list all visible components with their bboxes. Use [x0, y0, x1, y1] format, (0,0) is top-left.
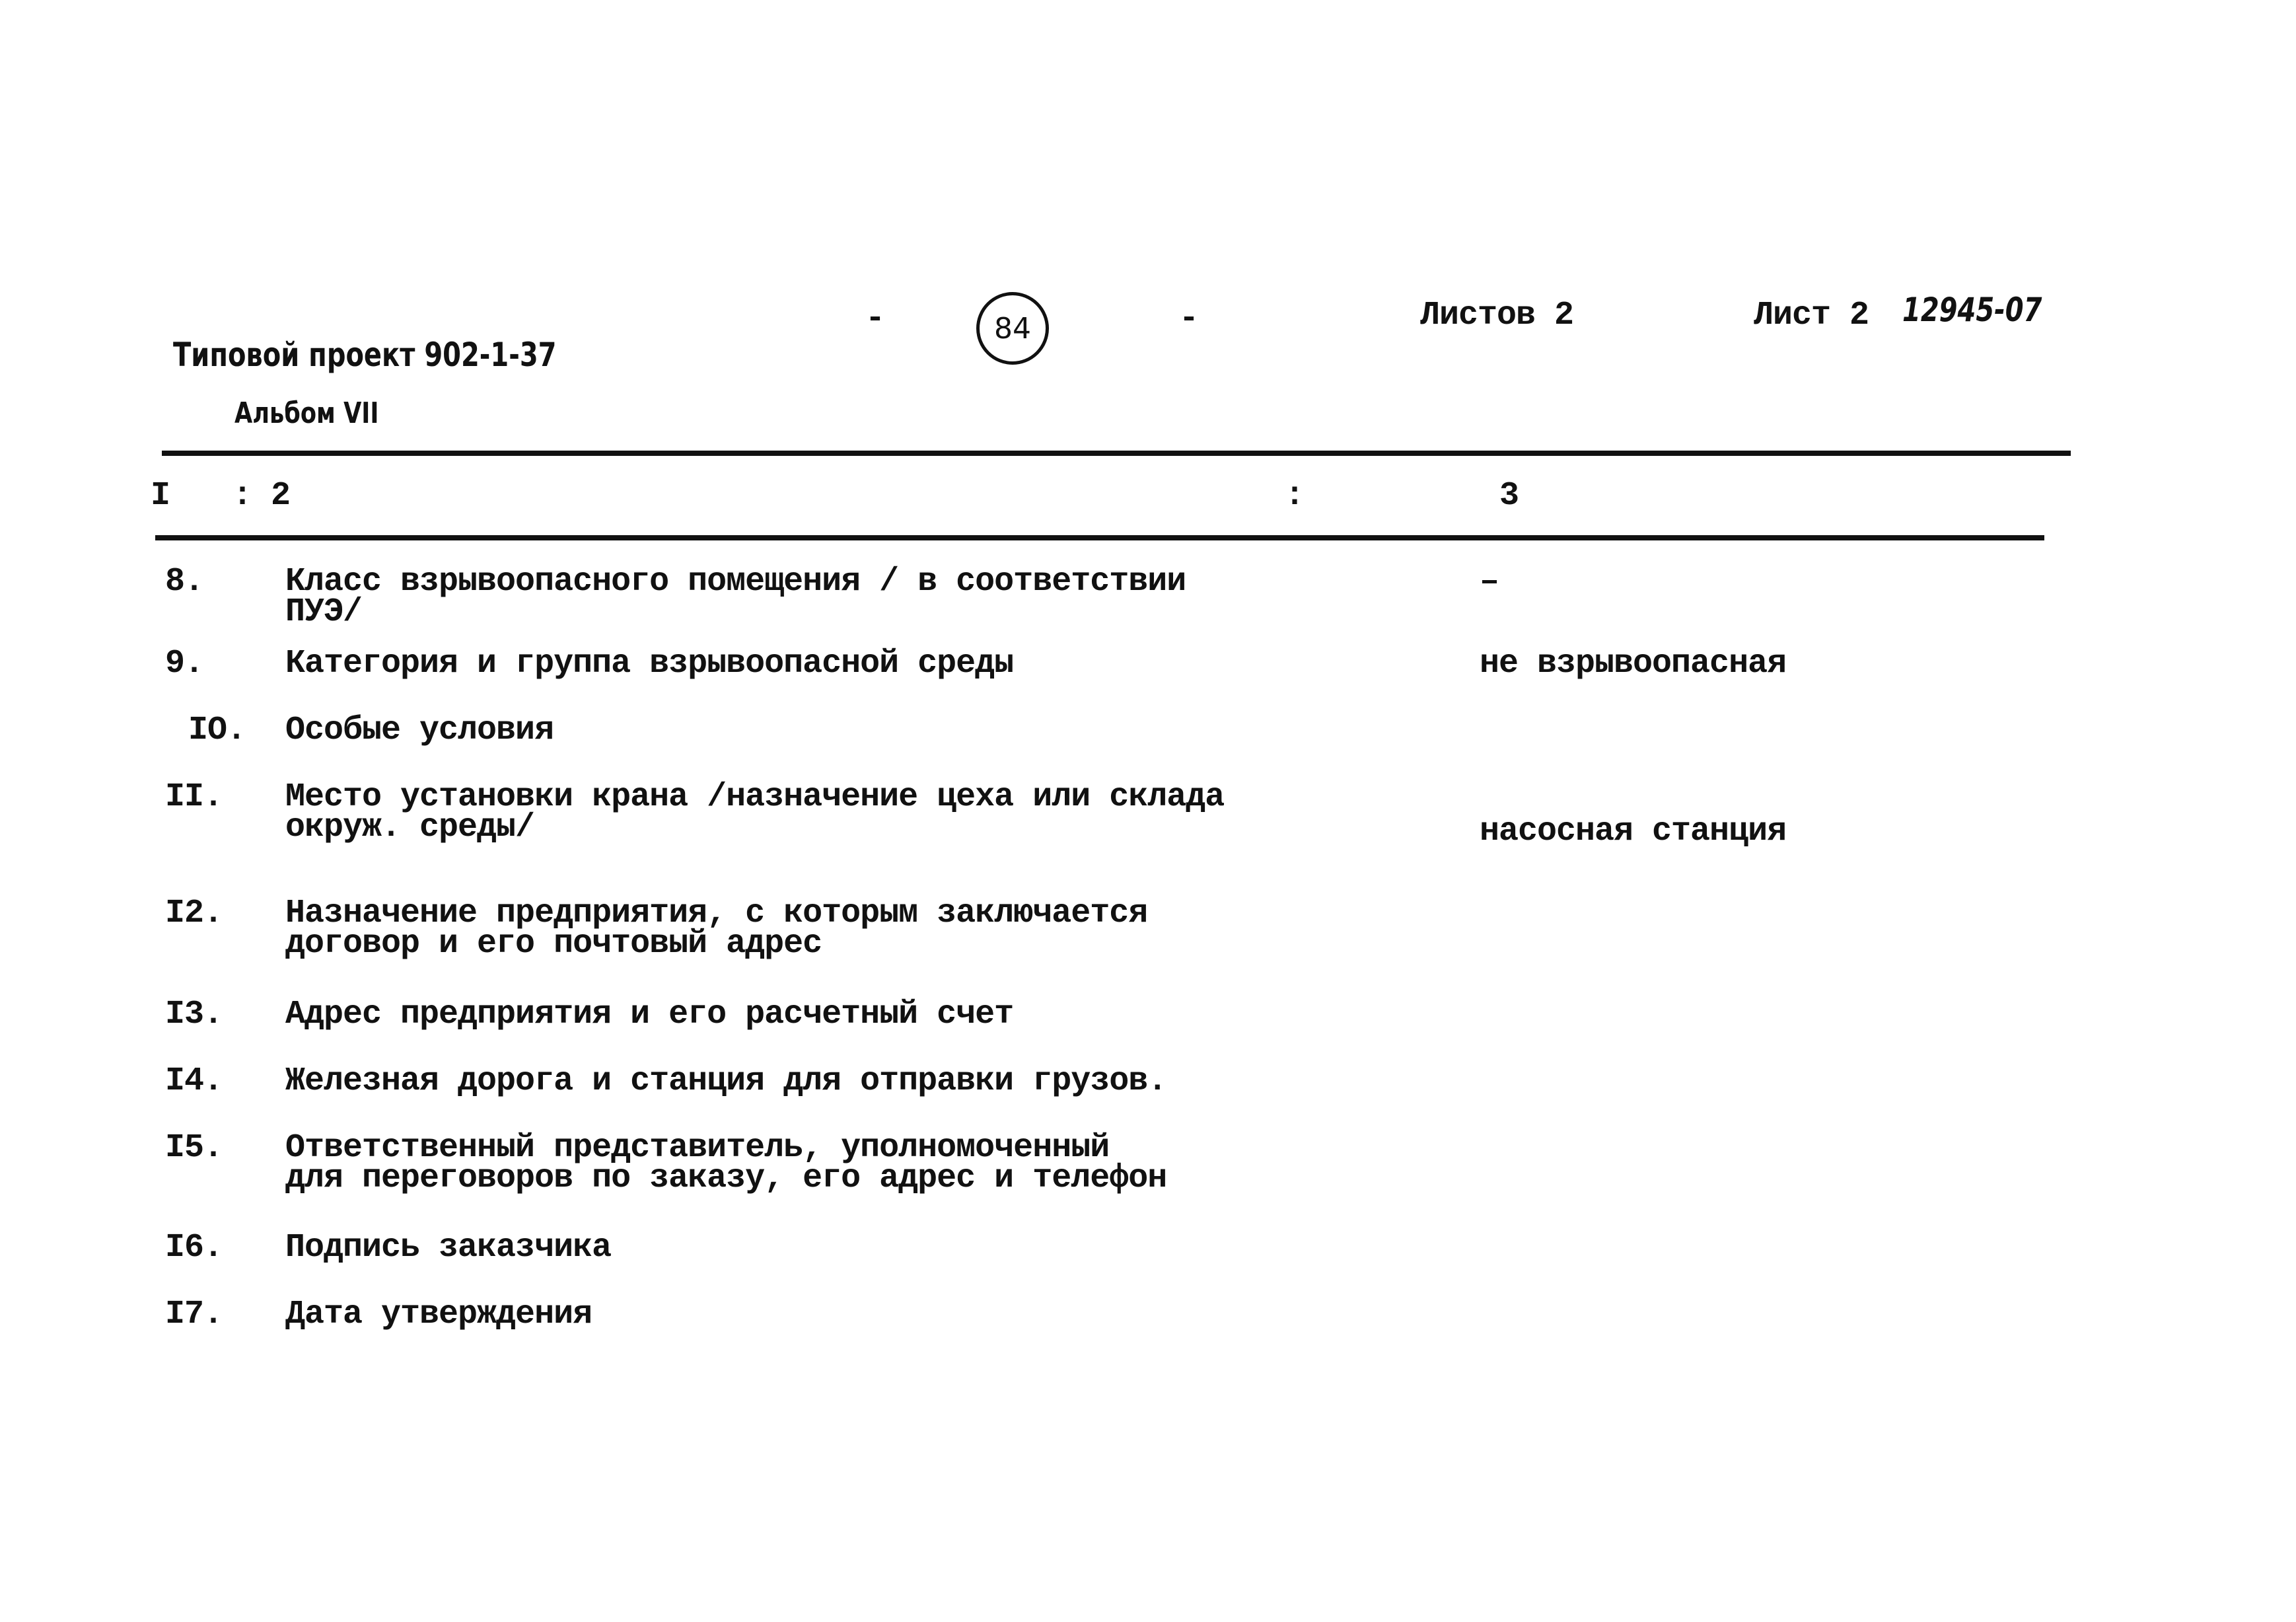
dash-left: - [865, 300, 885, 338]
row-number: I7. [165, 1296, 223, 1333]
col-header-3: 3 [1499, 477, 1519, 515]
dash-right: - [1179, 300, 1199, 338]
row-text: Дата утверждения [285, 1296, 592, 1333]
page-number: 84 [994, 311, 1031, 346]
row-number: 8. [165, 563, 204, 601]
row-text: Железная дорога и станция для отправки грузов. [285, 1062, 1167, 1100]
doc-code: 12945-07 [1902, 291, 2042, 329]
row-number: IO. [188, 712, 246, 749]
row-number: I5. [165, 1129, 223, 1167]
row-value: насосная станция [1480, 813, 1787, 850]
row-text: Ответственный представитель, уполномоченный для переговоров по заказу, его адрес и телефон [285, 1129, 1167, 1197]
row-value: не взрывоопасная [1480, 645, 1787, 682]
sheet-label: Лист 2 [1754, 297, 1869, 334]
row-number: II. [165, 778, 223, 816]
row-text: Класс взрывоопасного помещения / в соответствии ПУЭ/ [285, 563, 1186, 631]
row-number: 9. [165, 645, 204, 682]
row-value: – [1480, 563, 1499, 601]
header-rule-top [162, 451, 2071, 456]
col-header-1: I [151, 477, 170, 515]
row-number: I4. [165, 1062, 223, 1100]
row-text: Категория и группа взрывоопасной среды [285, 645, 1014, 682]
sheets-total: Листов 2 [1420, 297, 1574, 334]
row-number: I2. [165, 895, 223, 932]
header-rule-bottom [155, 535, 2044, 540]
col-header-2: : 2 [233, 477, 291, 515]
row-text: Адрес предприятия и его расчетный счет [285, 996, 1014, 1033]
row-text: Подпись заказчика [285, 1229, 612, 1267]
row-text: Особые условия [285, 712, 554, 749]
project-title: Типовой проект 902-1-37 [173, 336, 557, 374]
page-number-circle [976, 292, 1049, 365]
col-header-sep: : [1285, 477, 1305, 515]
row-text: Назначение предприятия, с которым заключается договор и его почтовый адрес [285, 895, 1148, 963]
row-text: Место установки крана /назначение цеха или склада окруж. среды/ [285, 778, 1225, 846]
album-label: Альбом VII [234, 396, 379, 430]
row-number: I3. [165, 996, 223, 1033]
row-number: I6. [165, 1229, 223, 1267]
